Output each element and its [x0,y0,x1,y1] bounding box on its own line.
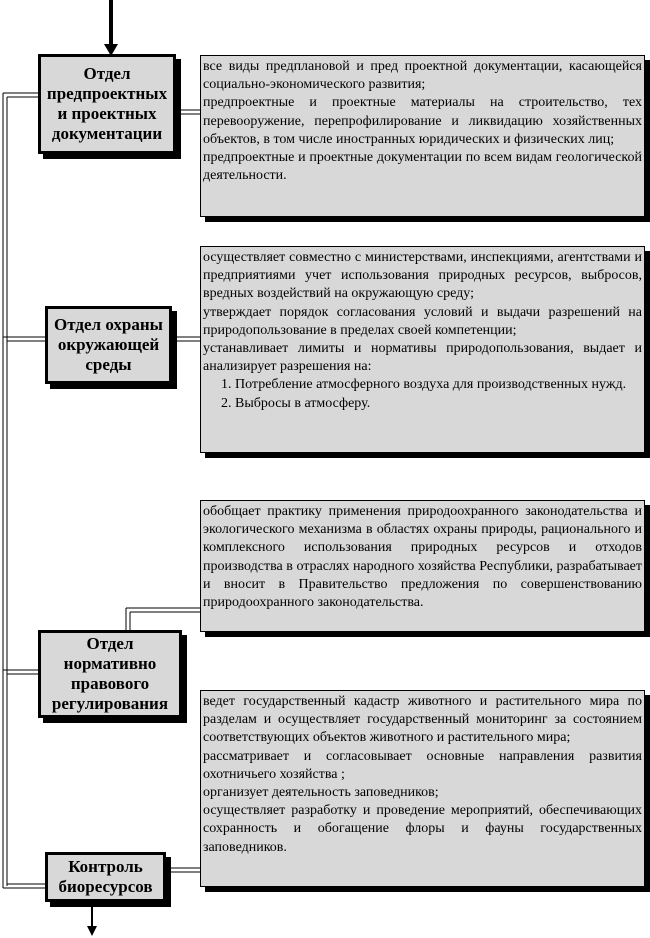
dept-title: Отдел предпроектных и проектных документации [46,64,168,143]
desc-box-env-protection [200,246,645,453]
desc-item: ведет государственный кадастр животного и растительного мира по разделам и осуществляет государственный мониторинг за состоянием соответствующих объектов животного и растительного мира; [203,694,642,746]
desc-box-predproject [200,55,645,217]
dept-box-predproject [38,54,176,154]
desc-item: организует деятельность заповедников; [203,785,439,801]
dept-box-bioresources [45,852,166,902]
outgoing-arrowhead [87,926,97,936]
desc-item: осуществляет разработку и проведение мероприятий, обеспечивающих сохранность и обогащение флоры и фауны государственных заповедников. [203,803,642,855]
list-item: 1. Потребление атмосферного воздуха для производственных нужд. [235,376,642,394]
desc-item: все виды предплановой и пред проектной документации, касающейся социально-экономического развития; [203,59,642,93]
desc-item: рассматривает и согласовывает основные направления развития охотничьего хозяйства ; [203,748,642,782]
desc-item: предпроектные и проектные документации по всем видам геологической деятельности. [203,150,642,184]
permit-list [203,376,642,412]
desc-item: предпроектные и проектные материалы на строительство, тех перевооружение, перепрофилирование и ликвидацию хозяйственных объектов, в том числе иностранных юридических и физических лиц; [203,95,642,147]
desc-item: устанавливает лимиты и нормативы природопользования, выдает и анализирует разрешения на: [203,341,642,375]
dept-title: Отдел охраны окружающей среды [54,315,163,374]
desc-item: осуществляет совместно с министерствами, инспекциями, агентствами и предприятиями учет использования природных ресурсов, выбросов, вредных воздействий на окружающую среду; [203,250,642,302]
dept-box-env-protection [45,306,172,384]
desc-item: обобщает практику применения природоохранного законодательства и экологического механизма в областях охраны природы, рационального и комплексного использования природных ресурсов и отходов производства в отраслях народного хозяйства Республики, разрабатывает и вносит в Правительство предложения по совершенствованию природоохранного законодательства. [203,504,642,611]
desc-item: утверждает порядок согласования условий и выдачи разрешений на природопользование в пределах своей компетенции; [203,304,642,338]
list-item: 2. Выбросы в атмосферу. [235,395,642,413]
dept-title: Контроль биоресурсов [58,857,153,896]
desc-box-legal-regulation [200,500,645,632]
dept-box-legal-regulation [38,630,182,718]
dept-title: Отдел нормативно правового регулирования [51,634,169,713]
desc-box-bioresources [200,690,645,887]
